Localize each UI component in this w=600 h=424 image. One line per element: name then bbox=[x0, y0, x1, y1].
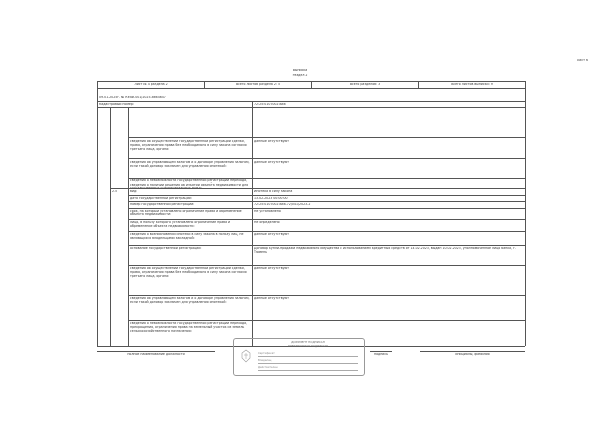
info-sheet: Лист № 4 раздела 2 bbox=[134, 83, 168, 86]
row-value: данные отсутствуют bbox=[254, 161, 290, 164]
row-number: 2.5 bbox=[112, 190, 118, 193]
footer-name-caption: инициалы, фамилия bbox=[455, 352, 490, 356]
document-subtitle: Раздел 2 bbox=[292, 74, 308, 77]
stamp-title: ДОКУМЕНТ ПОДПИСАН bbox=[291, 341, 325, 344]
row-label: основание государственной регистрации: bbox=[130, 247, 202, 250]
footer-position-caption: полное наименование должности bbox=[127, 352, 185, 356]
frame-left bbox=[97, 81, 98, 346]
row-label: сведения о невозможности государственной регистрации перехода, bbox=[130, 179, 248, 182]
stamp-owner: Владелец bbox=[258, 359, 272, 362]
row-label: номер государственной регистрации: bbox=[130, 203, 195, 206]
row-label: сведения об управляющем залогом и о договоре управления залогом, если такой договор заключен для управления ипотекой: bbox=[130, 161, 250, 168]
row-label: сведения о возникновении ипотеки в силу закона в пользу лиц, не являющихся владельцами закладной: bbox=[130, 233, 244, 240]
row-label: сведения о невозможности государственной регистрации перехода, прекращения, ограничения права на земельный участок из земель сельскохозяйственного назначения: bbox=[130, 322, 248, 333]
electronic-signature-stamp bbox=[233, 338, 365, 376]
row-value: 72:25:0107002:886-72/041/2023-2 bbox=[254, 203, 311, 206]
row-value: данные отсутствуют bbox=[254, 233, 290, 236]
row-label: сведения о наличии решения об изъятии объекта недвижимости для bbox=[130, 183, 249, 187]
document-title: Выписка bbox=[292, 69, 308, 72]
emblem-icon bbox=[240, 349, 252, 363]
row-value: Договор купли-продажи недвижимого имущества с использованием кредитных средств от 14.02.2023, выдан 10.02.2023, уполномоченное лицо банка, г. Тюмень bbox=[254, 247, 516, 254]
row-value: Ипотека в силу закона bbox=[254, 190, 293, 193]
info-total-sheets: Всего листов выписки: 9 bbox=[451, 83, 493, 86]
row-value: 13.02.2023 00:00:00 bbox=[254, 196, 288, 200]
stamp-subtitle: ЭЛЕКТРОННОЙ ПОДПИСЬЮ bbox=[287, 345, 329, 348]
cadastral-value: 72:25:0107002:886 bbox=[254, 102, 286, 106]
row-label: дата государственной регистрации: bbox=[130, 196, 192, 200]
row-label: вид: bbox=[130, 190, 138, 193]
row-label: сведения об осуществлении государственной регистрации сделки, права, ограничения права без необходимого в силу закона согласия третьего лица, органа: bbox=[130, 267, 247, 278]
row-value: данные отсутствуют bbox=[254, 297, 290, 300]
row-label: лицо, в пользу которого установлено ограничение права и обременение объекта недвижимости: bbox=[130, 221, 231, 228]
frame-right bbox=[525, 81, 526, 346]
cadastral-label: Кадастровый номер: bbox=[99, 102, 134, 106]
row-value: данные отсутствуют bbox=[254, 267, 290, 270]
stamp-certificate: Сертификат bbox=[258, 352, 275, 355]
info-total-section-sheets: Всего листов раздела 2: 5 bbox=[235, 83, 281, 86]
row-value: Не определено bbox=[254, 221, 280, 224]
info-row-line bbox=[97, 88, 525, 89]
footer-signature-caption: подпись bbox=[373, 352, 389, 356]
row-label: сведения об осуществлении государственной регистрации сделки, права, ограничения права без необходимого в силу закона согласия третьего лица, органа: bbox=[130, 140, 247, 151]
row-value: данные отсутствуют bbox=[254, 140, 290, 143]
sheet-label: Лист 6 bbox=[576, 59, 588, 62]
stamp-validity: Действителен bbox=[258, 366, 278, 369]
extract-date-number: 09.01.2025г. № КУВИ-001/2025-8664647 bbox=[99, 96, 166, 99]
row-value: Не установлено bbox=[254, 209, 281, 213]
row-label: сведения об управляющем залогом и о договоре управления залогом, если такой договор заключен для управления ипотекой: bbox=[130, 297, 250, 304]
row-label: срок, на который установлено ограничение права и обременение объекта недвижимости: bbox=[130, 209, 242, 217]
info-total-sections: Всего разделов: 3 bbox=[349, 83, 381, 86]
